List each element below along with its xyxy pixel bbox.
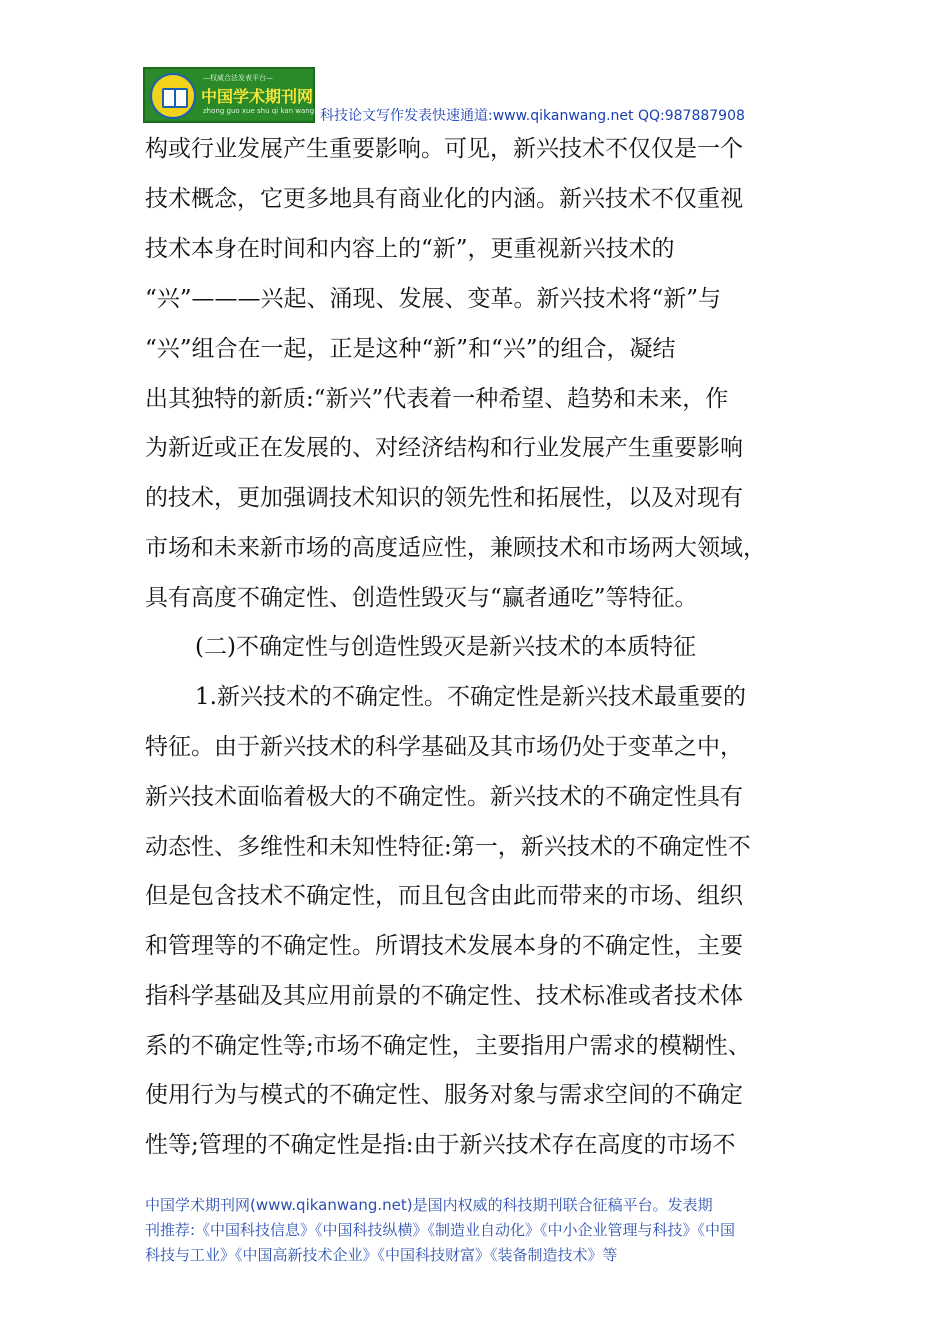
logo-name: 中国学术期刊网 — [201, 87, 314, 106]
footer-line: 科技与工业》《中国高新技术企业》《中国科技财富》《装备制造技术》等 — [145, 1246, 618, 1264]
section-heading: (二)不确定性与创造性毁灭是新兴技术的本质特征 — [195, 634, 696, 660]
text-line: “兴”组合在一起，正是这种“新”和“兴”的组合，凝结 — [145, 336, 676, 362]
logo-tagline: —权威合法发表平台— — [203, 74, 273, 82]
footer-line: 刊推荐:《中国科技信息》《中国科技纵横》《制造业自动化》《中小企业管理与科技》《中国 — [145, 1221, 736, 1239]
text-line: 动态性、多维性和未知性特征:第一，新兴技术的不确定性不 — [145, 834, 751, 860]
logo-pinyin: zhong guo xue shu qi kan wang — [203, 107, 315, 115]
text-line: 和管理等的不确定性。所谓技术发展本身的不确定性，主要 — [145, 933, 743, 959]
text-line: 出其独特的新质:“新兴”代表着一种希望、趋势和未来，作 — [145, 386, 729, 412]
text-line: 的技术，更加强调技术知识的领先性和拓展性，以及对现有 — [145, 485, 743, 511]
text-line: 构或行业发展产生重要影响。可见，新兴技术不仅仅是一个 — [145, 136, 743, 162]
text-line: “兴”———兴起、涌现、发展、变革。新兴技术将“新”与 — [145, 286, 722, 312]
text-line: 新兴技术面临着极大的不确定性。新兴技术的不确定性具有 — [145, 784, 743, 810]
text-line: 但是包含技术不确定性，而且包含由此而带来的市场、组织 — [145, 883, 743, 909]
text-line: 具有高度不确定性、创造性毁灭与“赢者通吃”等特征。 — [145, 585, 698, 611]
text-line: 特征。由于新兴技术的科学基础及其市场仍处于变革之中， — [145, 734, 743, 760]
text-line: 市场和未来新市场的高度适应性，兼顾技术和市场两大领域， — [145, 535, 766, 561]
site-logo[interactable] — [143, 67, 315, 123]
text-line: 指科学基础及其应用前景的不确定性、技术标准或者技术体 — [145, 983, 743, 1009]
text-line: 为新近或正在发展的、对经济结构和行业发展产生重要影响 — [145, 435, 743, 461]
footer-notice — [145, 1193, 820, 1268]
text-line: 性等;管理的不确定性是指:由于新兴技术存在高度的市场不 — [145, 1132, 736, 1158]
text-line: 使用行为与模式的不确定性、服务对象与需求空间的不确定 — [145, 1082, 743, 1108]
text-line: 1.新兴技术的不确定性。不确定性是新兴技术最重要的 — [195, 684, 746, 710]
text-line: 技术本身在时间和内容上的“新”，更重视新兴技术的 — [145, 236, 675, 262]
book-emblem-icon — [150, 73, 196, 119]
text-line: 技术概念，它更多地具有商业化的内涵。新兴技术不仅重视 — [145, 186, 743, 212]
text-line: 系的不确定性等;市场不确定性，主要指用户需求的模糊性、 — [145, 1033, 751, 1059]
header-link[interactable]: 科技论文写作发表快速通道:www.qikanwang.net QQ:987887908 — [320, 108, 745, 124]
footer-line: 中国学术期刊网(www.qikanwang.net)是国内权威的科技期刊联合征稿平台。发表期 — [145, 1196, 713, 1214]
